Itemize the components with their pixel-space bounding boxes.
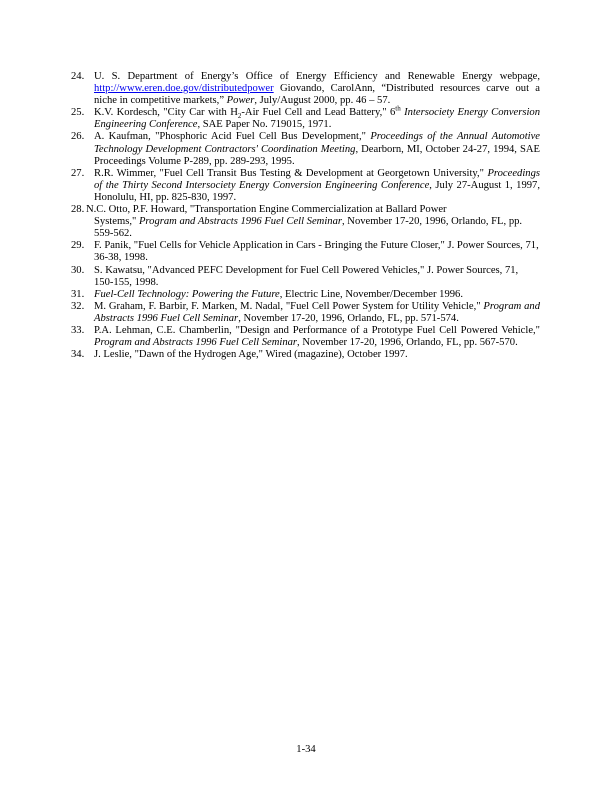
reference-number: 27. (71, 167, 85, 179)
reference-title: Fuel-Cell Technology: Powering the Future (94, 288, 280, 300)
reference-seminar: Program and Abstracts 1996 Fuel Cell Seminar (138, 216, 342, 228)
reference-subscript: 2 (237, 112, 242, 121)
reference-item-25 (71, 104, 541, 131)
reference-text: Giovando, CarolAnn, “Distributed resources carve out a niche in competitive markets,” (94, 83, 540, 107)
reference-text: U. S. Department of Energy’s Office of Energy Efficiency and Renewable Energy webpage, (94, 71, 540, 82)
reference-seminar: Program and Abstracts 1996 Fuel Cell Seminar (94, 337, 298, 349)
reference-item-29 (71, 240, 540, 264)
reference-number: 24. (71, 71, 85, 82)
reference-number: 26. (71, 131, 85, 143)
reference-text: , Electric Line, November/December 1996. (279, 288, 464, 300)
reference-text: , November 17-20, 1996, Orlando, FL, pp. 571-574. (238, 312, 459, 324)
reference-proceedings: Proceedings of the Thirty Second Intersociety Energy Conversion Engineering Conference (94, 167, 540, 191)
reference-continuation (86, 216, 540, 240)
page-number: 1-34 (296, 744, 316, 755)
reference-text: K.V. Kordesch, "City Car with H (94, 107, 238, 119)
reference-item-32 (71, 301, 540, 325)
reference-text: A. Kaufman, "Phosphoric Acid Fuel Cell Bus Development," (94, 131, 371, 143)
reference-seminar: Program and Abstracts 1996 Fuel Cell Seminar (94, 300, 541, 324)
reference-item-28 (71, 204, 540, 240)
reference-text: M. Graham, F. Barbir, F. Marken, M. Nadal, "Fuel Cell Power System for Utility Vehicle," (94, 300, 484, 312)
reference-text: , SAE Paper No. 719015, 1971. (197, 119, 332, 131)
reference-number: 33. (71, 324, 85, 336)
reference-number: 29. (71, 240, 85, 252)
reference-item-27 (71, 168, 540, 204)
reference-number: 34. (71, 349, 85, 361)
reference-item-33 (71, 325, 540, 349)
reference-conference: Intersociety Energy Conversion Engineering Conference (94, 107, 541, 131)
reference-item-30 (71, 265, 540, 289)
reference-text: , July/August 2000, pp. 46 – 57. (254, 95, 391, 107)
reference-superscript: th (395, 104, 401, 113)
reference-number: 32. (71, 300, 85, 312)
reference-text: R.R. Wimmer, "Fuel Cell Transit Bus Testing & Development at Georgetown University," (94, 167, 488, 179)
reference-number: 30. (71, 264, 85, 276)
reference-text: P.A. Lehman, C.E. Chamberlin, "Design and Performance of a Prototype Fuel Cell Powered Vehicle," (94, 324, 540, 336)
reference-text: J. Leslie, "Dawn of the Hydrogen Age," Wired (magazine), October 1997. (94, 349, 408, 361)
reference-text: -Air Fuel Cell and Lead Battery," 6 (241, 107, 396, 119)
reference-text: Systems," (94, 216, 139, 228)
reference-text: N.C. Otto, P.F. Howard, "Transportation Engine Commercialization at Ballard Power (86, 204, 447, 216)
reference-text: , July 27-August 1, 1997, Honolulu, HI, pp. 825-830, 1997. (94, 179, 540, 203)
reference-item-26 (71, 131, 540, 167)
reference-text: , November 17-20, 1996, Orlando, FL, pp. 567-570. (297, 337, 518, 349)
reference-url-link[interactable]: http://www.eren.doe.gov/distributedpower (94, 83, 274, 95)
reference-item-34 (71, 349, 540, 361)
reference-journal: Power (226, 95, 255, 107)
reference-item-24 (71, 71, 540, 107)
reference-text: , November 17-20, 1996, Orlando, FL, pp. 559-562. (94, 216, 523, 240)
reference-number: 25. (71, 107, 85, 119)
reference-number: 31. (71, 288, 85, 300)
reference-item-31 (71, 289, 540, 301)
reference-list (71, 71, 540, 361)
reference-number: 28. (71, 204, 85, 216)
reference-text: , Dearborn, MI, October 24-27, 1994, SAE Proceedings Volume P-289, pp. 289-293, 1995. (94, 143, 540, 167)
reference-text: S. Kawatsu, "Advanced PEFC Development for Fuel Cell Powered Vehicles," J. Power Sources, 71, 150-155, 1998. (94, 264, 519, 288)
reference-proceedings: Proceedings of the Annual Automotive Technology Development Contractors' Coordination Meeting (94, 131, 540, 155)
reference-text: F. Panik, "Fuel Cells for Vehicle Application in Cars - Bringing the Future Closer," J. Power Sources, 71, 36-38, 1998. (94, 240, 539, 264)
